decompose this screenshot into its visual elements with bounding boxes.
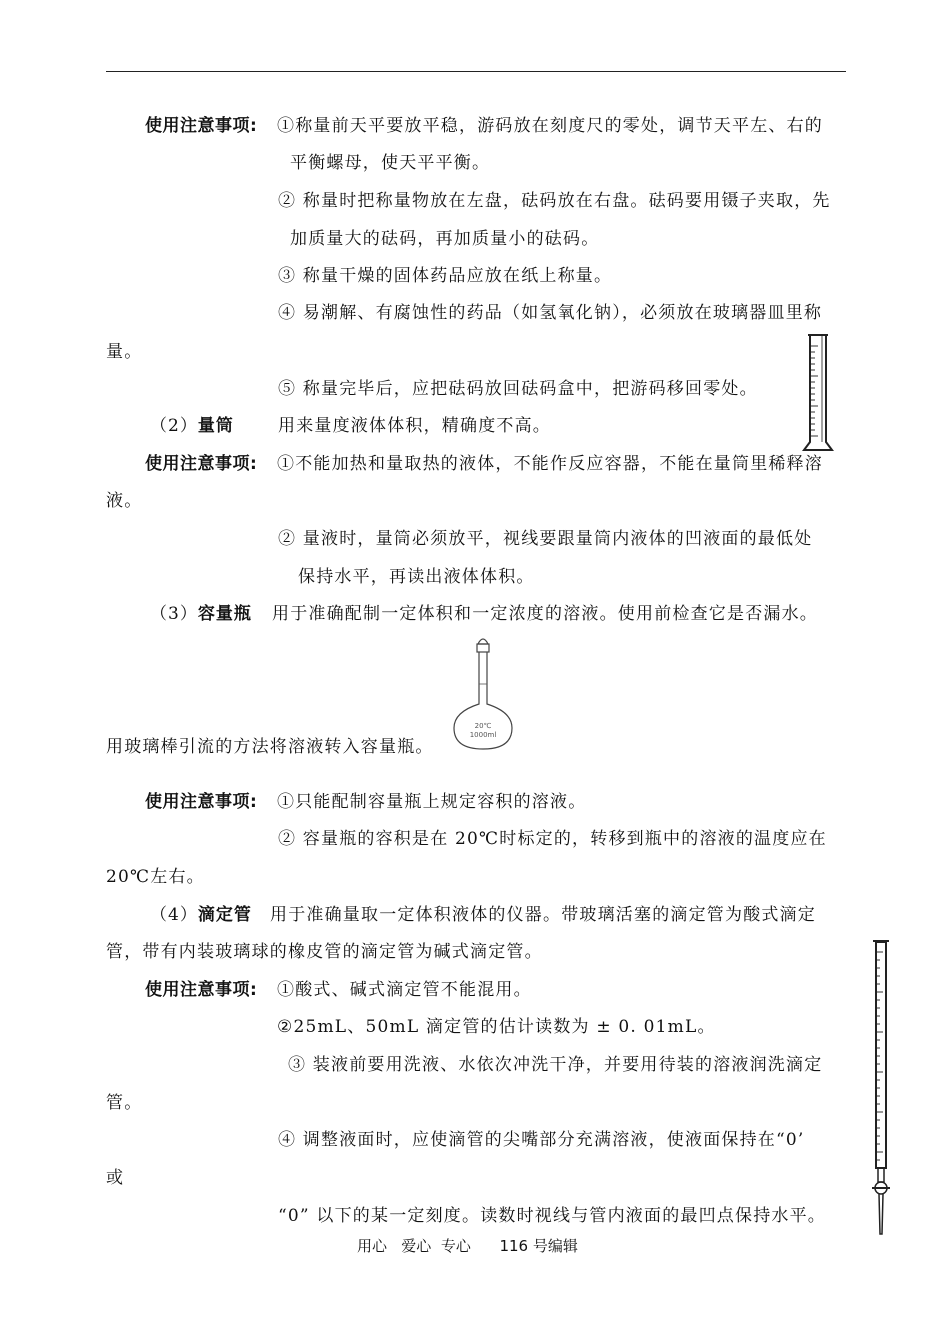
note-line: ② 容量瓶的容积是在 20℃时标定的，转移到瓶中的溶液的温度应在	[278, 829, 827, 849]
note-line: 保持水平，再读出液体体积。	[298, 567, 535, 587]
note-line: ①称量前天平要放平稳，游码放在刻度尺的零处，调节天平左、右的	[277, 116, 823, 136]
section-heading: （3）容量瓶	[150, 604, 252, 624]
note-line: 或	[106, 1168, 125, 1188]
note-line: ④ 调整液面时，应使滴管的尖嘴部分充满溶液，使液面保持在“0’	[278, 1130, 805, 1150]
graduated-cylinder-illustration	[798, 332, 838, 456]
section-description: 用于准确量取一定体积液体的仪器。带玻璃活塞的滴定管为酸式滴定	[270, 905, 816, 925]
note-line: 20℃左右。	[106, 867, 205, 887]
flask-temperature-text: 20℃	[474, 722, 492, 730]
page-footer: 用心 爱心 专心 116 号编辑	[357, 1237, 578, 1255]
note-line: ② 称量时把称量物放在左盘，砝码放在右盘。砝码要用镊子夹取，先	[278, 191, 831, 211]
note-line: ③ 称量干燥的固体药品应放在纸上称量。	[278, 266, 613, 286]
volumetric-flask-illustration	[450, 632, 516, 752]
note-line: ①只能配制容量瓶上规定容积的溶液。	[277, 792, 587, 812]
section-description: 管，带有内装玻璃球的橡皮管的滴定管为碱式滴定管。	[106, 942, 543, 962]
section-heading: （2）量筒	[150, 416, 234, 436]
usage-notes-label: 使用注意事项:	[145, 454, 258, 474]
flask-volume-text: 1000ml	[469, 731, 497, 739]
section-description: 用来量度液体体积，精确度不高。	[278, 416, 551, 436]
note-line: 液。	[106, 491, 143, 511]
note-line: 量。	[106, 342, 143, 362]
note-line: ③ 装液前要用洗液、水依次冲洗干净，并要用待装的溶液润洗滴定	[288, 1055, 823, 1075]
header-rule	[106, 71, 846, 72]
note-line: 平衡螺母，使天平平衡。	[290, 153, 491, 173]
note-line: ②25mL、50mL 滴定管的估计读数为 ± 0. 01mL。	[277, 1017, 716, 1037]
note-line: 加质量大的砝码，再加质量小的砝码。	[290, 229, 600, 249]
note-line: ④ 易潮解、有腐蚀性的药品（如氢氧化钠），必须放在玻璃器皿里称	[278, 303, 823, 323]
section-description: 用玻璃棒引流的方法将溶液转入容量瓶。	[106, 737, 434, 757]
note-line: ①不能加热和量取热的液体，不能作反应容器，不能在量筒里稀释溶	[277, 454, 823, 474]
section-heading: （4）滴定管	[150, 905, 252, 925]
burette-illustration	[866, 938, 896, 1238]
note-line: 管。	[106, 1093, 143, 1113]
usage-notes-label: 使用注意事项:	[145, 116, 258, 136]
note-line: ② 量液时，量筒必须放平，视线要跟量筒内液体的凹液面的最低处	[278, 529, 813, 549]
note-line: ⑤ 称量完毕后，应把砝码放回砝码盒中，把游码移回零处。	[278, 379, 758, 399]
note-line: “0” 以下的某一定刻度。读数时视线与管内液面的最凹点保持水平。	[278, 1206, 827, 1226]
note-line: ①酸式、碱式滴定管不能混用。	[277, 980, 532, 1000]
section-description: 用于准确配制一定体积和一定浓度的溶液。使用前检查它是否漏水。	[272, 604, 818, 624]
usage-notes-label: 使用注意事项:	[145, 980, 258, 1000]
usage-notes-label: 使用注意事项:	[145, 792, 258, 812]
